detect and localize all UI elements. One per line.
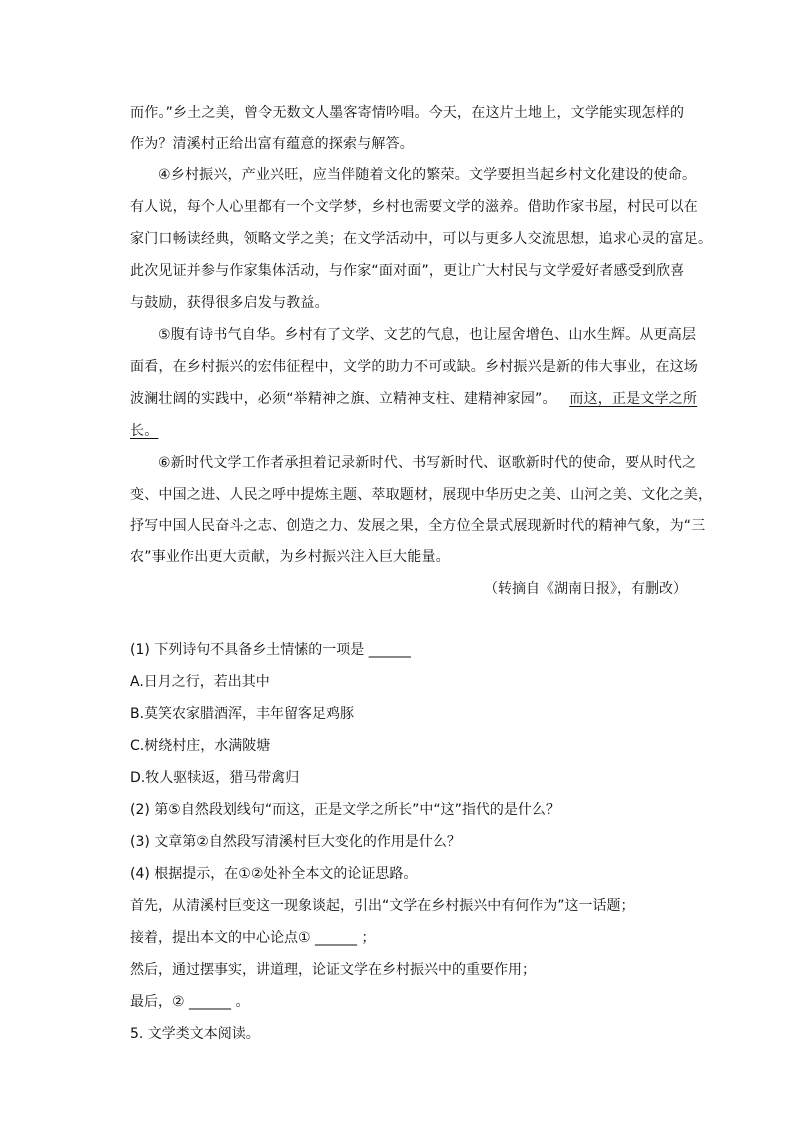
passage-line: 而作。”乡土之美，曾令无数文人墨客寄情吟唱。今天，在这片土地上，文学能实现怎样的 xyxy=(130,105,685,121)
paragraph-4-start: ④乡村振兴，产业兴旺，应当伴随着文化的繁荣。文学要担当起乡村文化建设的使命。 xyxy=(158,167,697,183)
passage-text: 波澜壮阔的实践中，必须“举精神之旗、立精神支柱、建精神家园”。 xyxy=(130,391,557,407)
question-4-step-4: 最后，② ______ 。 xyxy=(130,994,250,1010)
option-b: B.莫笑农家腊酒浑，丰年留客足鸡豚 xyxy=(130,706,355,722)
paragraph-6-start: ⑥新时代文学工作者承担着记录新时代、书写新时代、讴歌新时代的使命，要从时代之 xyxy=(158,455,697,471)
question-1: (1) 下列诗句不具备乡土情愫的一项是 ______ xyxy=(130,642,411,658)
option-d: D.牧人驱犊返，猎马带禽归 xyxy=(130,770,300,786)
passage-line: 此次见证并参与作家集体活动，与作家“面对面”，更让广大村民与文学爱好者感受到欣喜 xyxy=(130,263,685,279)
paragraph-5-start: ⑤腹有诗书气自华。乡村有了文学、文艺的气息，也让屋舍增色、山水生辉。从更高层 xyxy=(158,327,697,343)
section-5-heading: 5. 文学类文本阅读。 xyxy=(130,1026,260,1042)
question-4-step-3: 然后，通过摆事实，讲道理，论证文学在乡村振兴中的重要作用； xyxy=(130,962,536,978)
source-citation: （转摘自《湖南日报》，有删改） xyxy=(484,581,687,597)
passage-line: 有人说，每个人心里都有一个文学梦，乡村也需要文学的滋养。借助作家书屋，村民可以在 xyxy=(130,199,698,215)
underlined-sentence: 而这，正是文学之所 xyxy=(569,391,698,407)
passage-line: 与鼓励，获得很多启发与教益。 xyxy=(130,295,329,311)
option-a: A.日月之行，若出其中 xyxy=(130,674,270,690)
passage-line: 抒写中国人民奋斗之志、创造之力、发展之果，全方位全景式展现新时代的精神气象，为“三 xyxy=(130,518,706,534)
passage-line xyxy=(130,390,697,408)
passage-line: 家门口畅读经典，领略文学之美；在文学活动中，可以与更多人交流思想，追求心灵的富足。 xyxy=(130,231,713,247)
question-4-step-1: 首先，从清溪村巨变这一现象谈起，引出“文学在乡村振兴中有何作为”这一话题； xyxy=(130,898,635,914)
option-c: C.树绕村庄，水满陂塘 xyxy=(130,738,271,754)
passage-line: 农”事业作出更大贡献，为乡村振兴注入巨大能量。 xyxy=(130,549,450,565)
question-4: (4) 根据提示，在①②处补全本文的论证思路。 xyxy=(130,866,418,882)
question-2: (2) 第⑤自然段划线句“而这，正是文学之所长”中“这”指代的是什么？ xyxy=(130,802,560,818)
question-3: (3) 文章第②自然段写清溪村巨大变化的作用是什么？ xyxy=(130,834,461,850)
underlined-sentence-end: 长。 xyxy=(130,423,159,439)
question-4-step-2: 接着，提出本文的中心论点① ______ ； xyxy=(130,930,376,946)
passage-line: 作为？清溪村正给出富有蕴意的探索与解答。 xyxy=(130,136,414,152)
passage-line: 变、中国之进、人民之呼中提炼主题、萃取题材，展现中华历史之美、山河之美、文化之美， xyxy=(130,487,713,503)
passage-line: 面看，在乡村振兴的宏伟征程中，文学的助力不可或缺。乡村振兴是新的伟大事业，在这场 xyxy=(130,359,698,375)
